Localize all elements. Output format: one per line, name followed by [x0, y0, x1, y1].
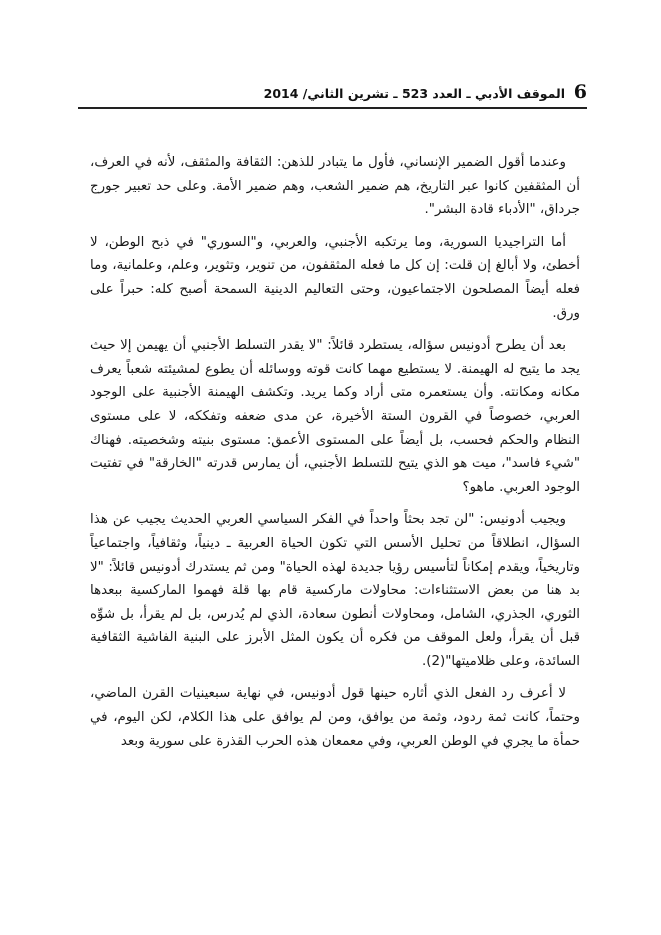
article-body — [90, 151, 580, 753]
page-header — [78, 83, 587, 109]
running-head: الموقف الأدبي ـ العدد 523 ـ تشرين الثاني/ 2014 — [263, 86, 565, 101]
paragraph: بعد أن يطرح أدونيس سؤاله، يستطرد قائلاً: "لا يقدر التسلط الأجنبي أن يهيمن إلا حيث يجد ما يتيح له الهيمنة. لا يستطيع مهما كانت قوته ووسائله أن يطوع لمشيئته شعباً يعرف مكانه ومكانته. وأن يستعمره متى أراد وكما يريد. وتكشف الهيمنة الأجنبية على الوجود العربي، خصوصاً في القرون الستة الأخيرة، عن مدى ضعفه وتفككه، لا على مستوى النظام والحكم فحسب، بل أيضاً على المستوى الأعمق: مستوى بنيته وشخصيته. فهناك "شيء فاسد"، ميت هو الذي يتيح للتسلط الأجنبي، أن يمارس قدرته "الخارقة" في تفتيت الوجود العربي. ماهو؟ — [90, 338, 580, 495]
page-number: 6 — [573, 81, 587, 103]
paragraph: ويجيب أدونيس: "لن تجد بحثاً واحداً في الفكر السياسي العربي الحديث يجيب عن هذا السؤال، انطلاقاً من تحليل الأسس التي تكون الحياة العربية ـ دينياً، وثقافياً، واجتماعياً وتاريخياً، ويقدم إمكاناً لتأسيس رؤيا جديدة لهذه الحياة" ومن ثم يستدرك أدونيس قائلاً: "لا بد هنا من بعض الاستثناءات: محاولات ماركسية قام بها قلة فهموا الماركسية ببعدها الثوري، الجذري، الشامل، ومحاولات أنطون سعادة، الذي لم يُدرس، بل لم يقرأ، بل شوِّه قبل أن يقرأ، ولعل الموقف من فكره أن يكون المثل الأبرز على البنية الفاشية الثقافية السائدة، وعلى ظلاميتها"(2). — [90, 512, 580, 669]
paragraph: وعندما أقول الضمير الإنساني، فأول ما يتبادر للذهن: الثقافة والمثقف، لأنه في العرف، أن المثقفين كانوا عبر التاريخ، هم ضمير الشعب، وهم ضمير الأمة. وعلى حد تعبير جورج جرداق، "الأدباء قادة البشر". — [90, 155, 580, 218]
header-rule — [78, 107, 587, 109]
paragraph: أما التراجيديا السورية، وما يرتكبه الأجنبي، والعربي، و"السوري" في ذبح الوطن، لا أخطئ، ولا أبالغ إن قلت: إن كل ما فعله المثقفون، من تنوير، وتثوير، وعلم، وعلمانية، وما فعله أيضاً المصلحون الاجتماعيون، وحتى التعاليم الدينية السمحة أصبح كله: حبراً على ورق. — [90, 234, 580, 321]
paragraph: لا أعرف رد الفعل الذي أثاره حينها قول أدونيس، في نهاية سبعينيات القرن الماضي، وحتماً، كانت ثمة ردود، وثمة من يوافق، ومن لم يوافق على هذا الكلام، لكن اليوم، في حمأة ما يجري في الوطن العربي، وفي معمعان هذه الحرب القذرة على سورية وبعد — [90, 686, 580, 749]
